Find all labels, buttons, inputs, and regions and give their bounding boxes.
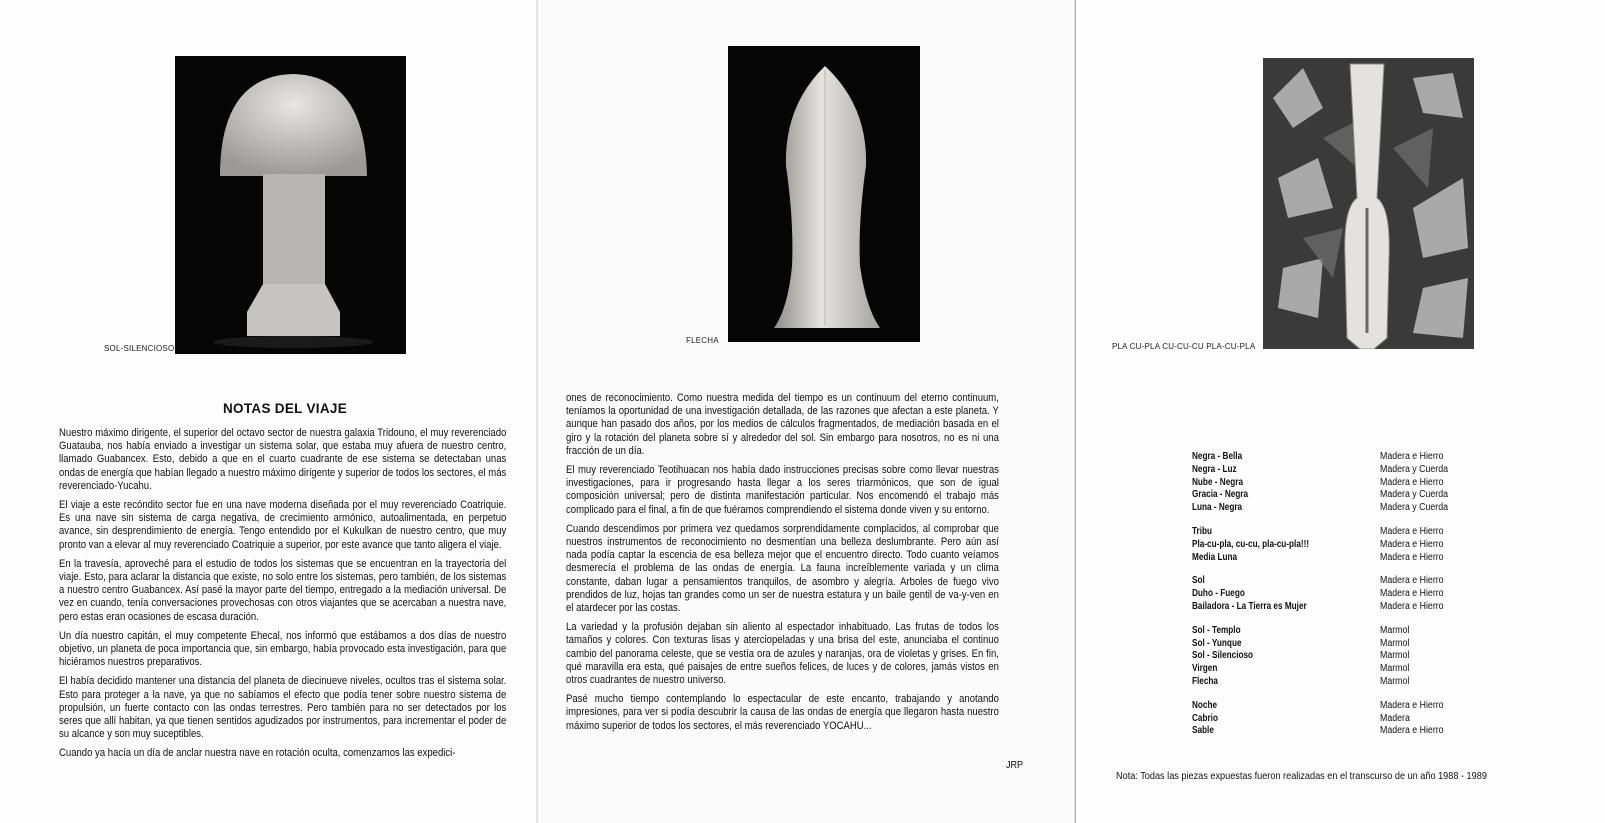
work-title: Gracia - Negra xyxy=(1192,489,1249,501)
work-material: Madera e Hierro xyxy=(1380,476,1444,488)
work-title: Sol - Yunque xyxy=(1192,637,1242,649)
work-material: Marmol xyxy=(1380,675,1410,687)
work-title: Cabrio xyxy=(1192,712,1218,724)
work-material: Madera e Hierro xyxy=(1380,699,1444,711)
paragraph: La variedad y la profusión dejaban sin aliento al espectador inhabituado. Las frutas de todos los tamaños y colores. Con texturas lisas y aterciopeladas y una brisa del este, anunciaba el continuo cambio del panorama celeste, que se vestía ora de azules y naranjas, ora de violetas y grises. En fin, qué maravilla era esta, qué paisajes de entre sueños felices, de luces y de colores, jamás vistos en otros cuadrantes de nuestro universo. xyxy=(566,621,999,687)
pla-cu-pla-photo xyxy=(1263,58,1474,349)
photo-caption: PLA CU-PLA CU-CU-CU PLA-CU-PLA xyxy=(1112,342,1256,351)
works-group xyxy=(1192,451,1502,515)
works-group xyxy=(1192,526,1502,564)
work-material: Madera xyxy=(1380,712,1410,724)
work-material: Marmol xyxy=(1380,624,1410,636)
section-title: NOTAS DEL VIAJE xyxy=(223,401,348,416)
footer-note: Nota: Todas las piezas expuestas fueron realizadas en el transcurso de un año 1988 - 1989 xyxy=(1116,771,1487,782)
work-title: Flecha xyxy=(1192,675,1218,687)
work-row xyxy=(1192,676,1502,689)
work-row xyxy=(1192,725,1502,738)
paragraph: En la travesía, aproveché para el estudio de todos los sistemas que se encuentran en la trayectoria del viaje. Esto, para aclarar la distancia que existe, no solo entre los sistemas, pero también, de los sistemas a nuestro centro Guabancex. Así pasé la mayor parte del tiempo, entregado a la mediación universal. De vez en cuando, tenía conversaciones provechosas con otros viajantes que se acercaban a nuestra nave, pero estas eran ocasiones de escasa duración. xyxy=(59,557,507,623)
paragraph: Pasé mucho tiempo contemplando lo espectacular de este encanto, trabajando y anotando impresiones, para ver si podía descubrir la causa de las ondas de energía que llegaron hasta nuestro máximo superior de todos los sectores, el más reverenciado YOCAHU... xyxy=(566,693,999,732)
article-column-left xyxy=(59,427,506,767)
paragraph: Cuando descendimos por primera vez quedamos sorprendidamente complacidos, al comprobar que nuestros instrumentos de reconocimiento no desmentían una belleza deslumbrante. Pero aún así nada podía captar la escencia de esa belleza mejor que el encuentro directo. Todo cuanto veíamos desmerecía el problema de las ondas de energía. La fauna increíblemente variada y un clima constante, daban lugar a pensamientos tranquilos, de asombro y alegría. Arboles de fuego vivo prendidos de luz, hojas tan grandes como un ser de nuestra estatura y un baile gentil de va-y-ven en el atardecer por las costas. xyxy=(566,522,999,615)
work-title: Bailadora - La Tierra es Mujer xyxy=(1192,600,1307,612)
work-title: Tribu xyxy=(1192,525,1213,537)
work-title: Negra - Luz xyxy=(1192,463,1237,475)
work-material: Madera e Hierro xyxy=(1380,525,1444,537)
work-row xyxy=(1192,552,1502,565)
work-title: Sol - Templo xyxy=(1192,624,1241,636)
work-material: Madera e Hierro xyxy=(1380,575,1444,587)
work-title: Media Luna xyxy=(1192,551,1238,563)
work-row xyxy=(1192,663,1502,676)
author-signature: JRP xyxy=(1005,760,1023,771)
paragraph: Cuando ya hacía un día de anclar nuestra nave en rotación oculta, comenzamos las expedici- xyxy=(59,747,456,760)
work-row xyxy=(1192,713,1502,726)
work-row xyxy=(1192,588,1502,601)
work-row xyxy=(1192,575,1502,588)
article-column-middle xyxy=(566,392,999,739)
work-row xyxy=(1192,638,1502,651)
middle-page xyxy=(538,0,1076,823)
works-group xyxy=(1192,625,1502,689)
work-title: Negra - Bella xyxy=(1192,451,1243,462)
paragraph: Nuestro máximo dirigente, el superior del octavo sector de nuestra galaxia Tridouno, el muy reverenciado Guatauba, nos había enviado a investigar un sistema solar, que estaba muy afuera de nuestro centro, llamado Guabancex. Esto, debido a que en el cuarto cuadrante de ese sistema se detectaban unas ondas de energía que habían llegado a nuestro máximo dirigente y superior de todos los sectores, el más reverenciado-Yucahu. xyxy=(59,427,507,492)
photo-caption: FLECHA xyxy=(686,336,719,345)
works-group xyxy=(1192,700,1502,738)
works-group xyxy=(1192,575,1502,613)
work-title: Virgen xyxy=(1192,663,1218,675)
work-row xyxy=(1192,502,1502,515)
paragraph: Un día nuestro capitán, el muy competente Ehecal, nos informó que estábamos a dos días de nuestro objetivo, un planeta de poca importancia que, sin embargo, había provocado esta investigación, para que hiciéramos nuestros preparativos. xyxy=(59,629,507,669)
sol-silencioso-photo xyxy=(175,56,406,354)
paragraph: El había decidido mantener una distancia del planeta de diecinueve niveles, ocultos tras el sistema solar. Esto para proteger a la nave, ya que no sabíamos el efecto que podía tener sobre nuestro sistema de propulsión, un fuerte contacto con las ondas terrestres. Pero también para no ser detectados por los seres que allí habitan, ya que tienen sentidos agudizados por instrumentos, para incrementar el poder de su alcance y son muy suceptibles. xyxy=(59,675,507,741)
work-material: Madera e Hierro xyxy=(1380,551,1444,563)
work-row xyxy=(1192,700,1502,713)
right-page xyxy=(1076,0,1605,823)
works-list xyxy=(1192,451,1502,749)
work-row xyxy=(1192,539,1502,552)
work-material: Madera y Cuerda xyxy=(1380,463,1448,475)
work-material: Madera y Cuerda xyxy=(1380,502,1448,514)
work-title: Luna - Negra xyxy=(1192,502,1243,514)
left-page xyxy=(0,0,538,823)
work-title: Pla-cu-pla, cu-cu, pla-cu-pla!!! xyxy=(1192,538,1310,550)
work-material: Madera e Hierro xyxy=(1380,725,1444,737)
photo-caption: SOL-SILENCIOSO xyxy=(104,344,175,353)
work-title: Noche xyxy=(1192,699,1218,711)
work-material: Madera e Hierro xyxy=(1380,451,1444,462)
work-row xyxy=(1192,601,1502,614)
work-row xyxy=(1192,526,1502,539)
flecha-photo xyxy=(728,46,920,342)
work-material: Madera e Hierro xyxy=(1380,600,1444,612)
work-title: Duho - Fuego xyxy=(1192,588,1245,600)
work-row xyxy=(1192,625,1502,638)
work-title: Sol xyxy=(1192,575,1205,587)
paragraph: El viaje a este recóndito sector fue en una nave moderna diseñada por el muy reverenciado Coatriquie. Es una nave sin sistema de carga negativa, de crecimiento armónico, autoalimentada, en perpetuo avance, sin desprendimiento de energía. Tengo entendido por el Kukulkan de nuestro centro, que muy pronto van a elevar al muy reverenciado Coatriquie a superior, por este avance que tanto aligera el viaje. xyxy=(59,499,507,551)
work-material: Marmol xyxy=(1380,637,1410,649)
paragraph: El muy reverenciado Teotihuacan nos había dado instrucciones precisas sobre como llevar nuestras investigaciones, para ir progresando hasta llegar a los seres triarmónicos, que son de igual composición universal; pero de distinta manifestación particular. Nos encomendó el trabajo más complicado para el final, a fin de que fuéramos comprendiendo el sistema donde viven y su entorno. xyxy=(566,464,999,516)
work-row xyxy=(1192,650,1502,663)
work-title: Nube - Negra xyxy=(1192,476,1244,488)
work-title: Sable xyxy=(1192,725,1214,737)
work-material: Marmol xyxy=(1380,650,1410,662)
work-row xyxy=(1192,477,1502,490)
work-title: Sol - Silencioso xyxy=(1192,650,1254,662)
paragraph: ones de reconocimiento. Como nuestra medida del tiempo es un continuum del eterno continuum, teníamos la oportunidad de una investigación detallada, de las razones que afectan a este planeta. Y aunque han pasado dos años, por los medios de cálculos fragmentados, de mediación basada en el giro y la rotación del planeta sobre sí y alrededor del sol. Sin embargo para nosotros, no es ni una fracción de un día. xyxy=(566,392,999,457)
work-material: Madera e Hierro xyxy=(1380,538,1444,550)
work-material: Marmol xyxy=(1380,663,1410,675)
work-material: Madera e Hierro xyxy=(1380,588,1444,600)
work-material: Madera y Cuerda xyxy=(1380,489,1448,501)
work-row xyxy=(1192,489,1502,502)
work-row xyxy=(1192,451,1502,464)
work-row xyxy=(1192,464,1502,477)
